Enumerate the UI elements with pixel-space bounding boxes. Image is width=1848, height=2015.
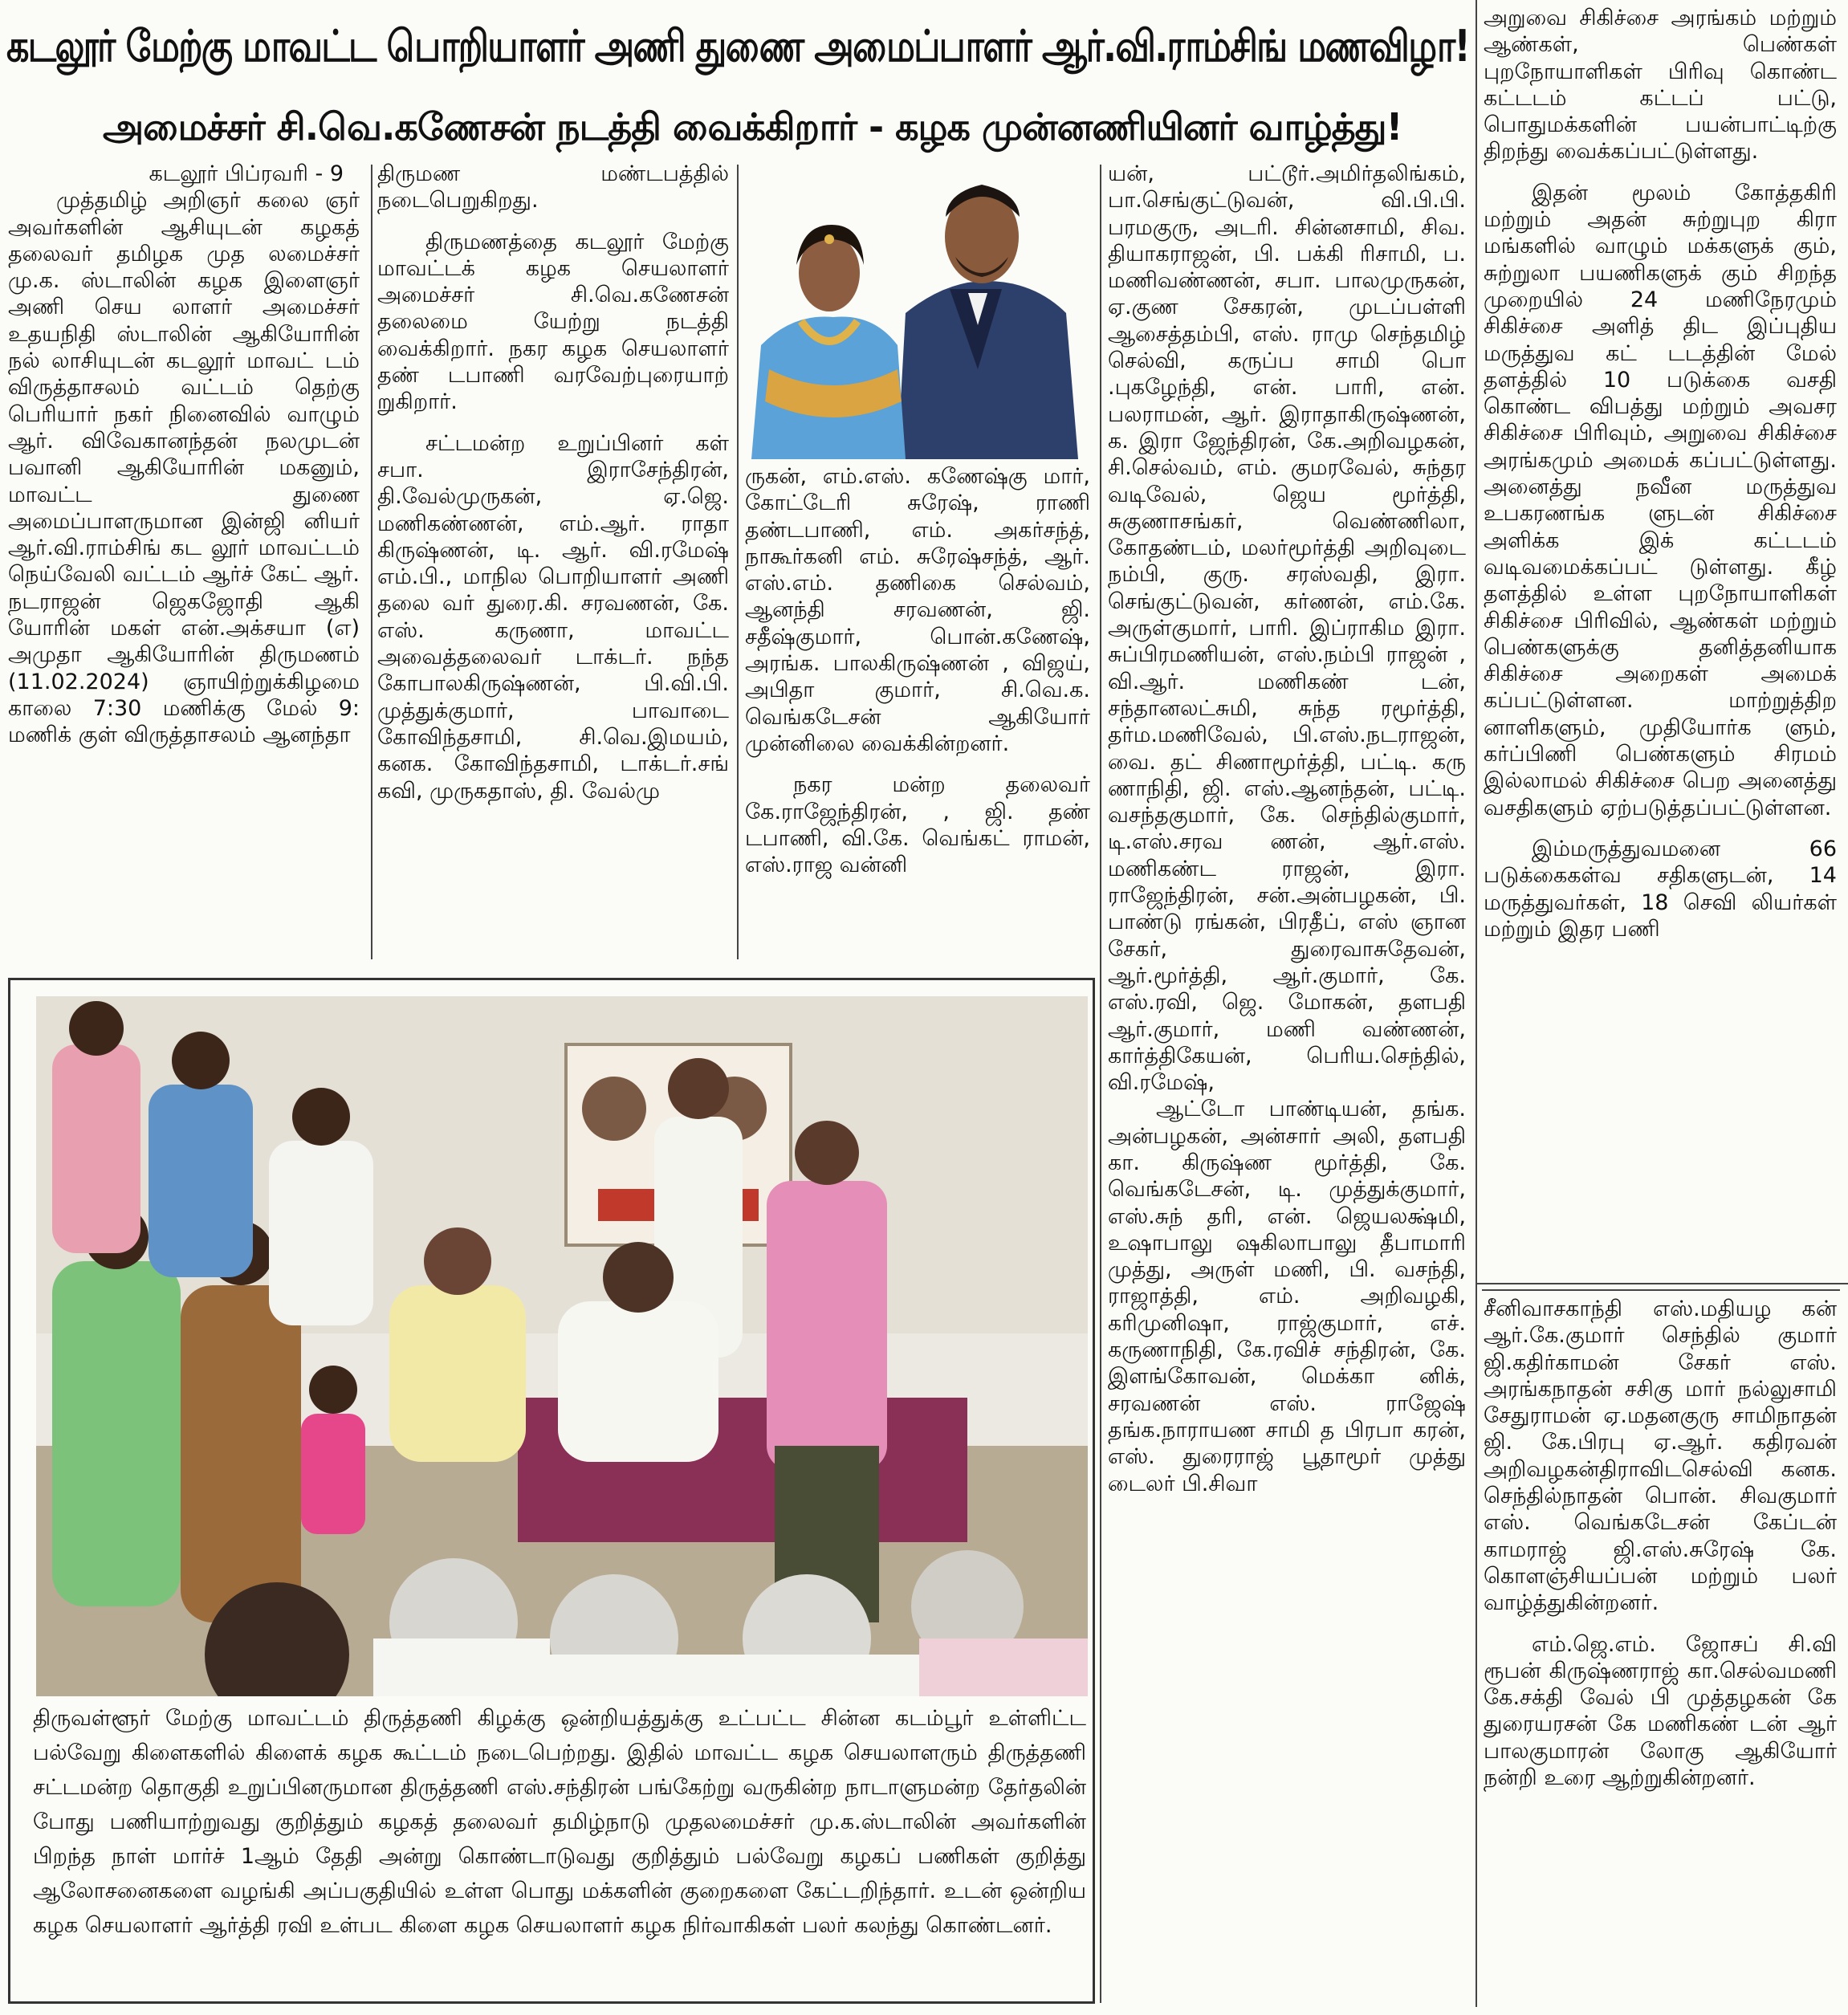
column-rule [371,165,372,959]
article-paragraph: திருமணத்தை கடலூர் மேற்கு மாவட்டக் கழக செயலாளர் அமைச்சர் சி.வெ.கணேசன் தலைமை யேற்று நடத்தி வைக்கிறார். நகர கழக செயலாளர் தண் டபாணி வரவேற்புரையாற் றுகிறார். [377,229,729,415]
article-paragraph: எம்.ஜெ.எம். ஜோசப் சி.வி ரூபன் கிருஷ்ணராஜ் கா.செல்வமணி கே.சக்தி வேல் பி முத்தழகன் கே துரையரசன் கே மணிகண் டன் ஆர் பாலகுமாரன் லோகு ஆகியோர் நன்றி உரை ஆற்றுகின்றனர். [1484,1631,1837,1791]
column-rule [737,165,739,959]
article-column-2 [377,161,729,963]
meeting-photo-image [36,996,1088,1696]
article-paragraph: திருமண மண்டபத்தில் நடைபெறுகிறது. [377,161,729,214]
article-paragraph: யன், பட்டூர்.அமிர்தலிங்கம், பா.செங்குட்டுவன், வி.பி.பி. பரமகுரு, அடரி. சின்னசாமி, சிவ. தியாகராஜன், பி. பக்கி ரிசாமி, ப. மணிவண்ணன், சபா. பாலமுருகன், ஏ.குண சேகரன், முடப்பள்ளி ஆசைத்தம்பி, எஸ். ராமு செந்தமிழ் செல்வி, கருப்ப சாமி பொ .புகழேந்தி, என். பாரி, என். பலராமன், ஆர். இராதாகிருஷ்ணன், க. இரா ஜேந்திரன், கே.அறிவழகன், சி.செல்வம், எம். குமரவேல், சுந்தர வடிவேல், ஜெய மூர்த்தி, சுகுணாசங்கர், வெண்ணிலா, கோதண்டம், மலர்மூர்த்தி அறிவுடை நம்பி, குரு. சரஸ்வதி, இரா. செங்குட்டுவன், கர்ணன், எம்.கே. அருள்குமார், பாரி. இப்ராகிம இரா. சுப்பிரமணியன், எஸ்.நம்பி ராஜன் , வி.ஆர். மணிகண் டன், சந்தானலட்சுமி, சுந்த ரமூர்த்தி, தர்ம.மணிவேல், பி.எஸ்.நடராஜன், வை. தட் சிணாமூர்த்தி, பட்டி. கரு ணாநிதி, ஜி. எஸ்.ஆனந்தன், பட்டி. வசந்தகுமார், கே. செந்தில்குமார், டி.எஸ்.சரவ ணன், ஆர்.எஸ். மணிகண்ட ராஜன், இரா. ராஜேந்திரன், சன்.அன்பழகன், பி. பாண்டு ரங்கன், பிரதீப், எஸ் ஞான சேகர், துரைவாசுதேவன், ஆர்.மூர்த்தி, ஆர்.குமார், கே. எஸ்.ரவி, ஜெ. மோகன், தளபதி ஆர்.குமார், மணி வண்ணன், கார்த்திகேயன், பெரிய.செந்தில், வி.ரமேஷ், [1108,161,1466,1096]
headline: கடலூர் மேற்கு மாவட்ட பொறியாளர் அணி துணை அமைப்பாளர் ஆர்.வி.ராம்சிங் மணவிழா! [6,21,1470,71]
article-paragraph: ஆட்டோ பாண்டியன், தங்க. அன்பழகன், அன்சார் அலி, தளபதி கா. கிருஷ்ண மூர்த்தி, கே. வெங்கடேசன், டி. முத்துக்குமார், எஸ்.சுந் தரி, என். ஜெயலக்ஷ்மி, உஷாபாலு ஷகிலாபாலு தீபாமாரி முத்து, அருள் மணி, பி. வசந்தி, ராஜாத்தி, எம். அறிவழகி, கரிமுனிஷா, ராஜ்குமார், எச். கருணாநிதி, கே.ரவிச் சந்திரன், கே. இளங்கோவன், மெக்கா னிக், சரவணன் எஸ். ராஜேஷ் தங்க.நாராயண சாமி த பிரபா கரன், எஸ். துரைராஜ் பூதாமூர் முத்து டைலர் பி.சிவா [1108,1097,1466,1496]
meeting-photo [8,978,1095,2004]
article-column-4 [1108,161,1466,2009]
article-column-1 [8,161,360,963]
article-paragraph: இம்மருத்துவமனை 66 படுக்கைகள்வ சதிகளுடன், 14 மருத்துவர்கள், 18 செவி லியர்கள் மற்றும் இதர பணி [1484,836,1837,942]
meeting-scene-illustration [36,996,1088,1696]
article-paragraph: சட்டமன்ற உறுப்பினர் கள் சபா. இராசேந்திரன், தி.வேல்முருகன், ஏ.ஜெ. மணிகண்ணன், எம்.ஆர். ராதா கிருஷ்ணன், டி. ஆர். வி.ரமேஷ் எம்.பி., மாநில பொறியாளர் அணி தலை வர் துரை.கி. சரவணன், கே. எஸ். கருணா, மாவட்ட அவைத்தலைவர் டாக்டர். நந்த கோபாலகிருஷ்ணன், பி.வி.பி. முத்துக்குமார், பாவாடை கோவிந்தசாமி, சி.வெ.இமயம், கனக. கோவிந்தசாமி, டாக்டர்.சங் கவி, முருகதாஸ், தி. வேல்மு [377,430,729,804]
article-paragraph: நகர மன்ற தலைவர் கே.ராஜேந்திரன், , ஜி. தண் டபாணி, வி.கே. வெங்கட் ராமன், எஸ்.ராஜ வன்னி [745,772,1090,878]
article-paragraph: இதன் மூலம் கோத்தகிரி மற்றும் அதன் சுற்றுபுற கிரா மங்களில் வாழும் மக்களுக் கும், சுற்றுலா பயணிகளுக் கும் சிறந்த முறையில் 24 மணிநேரமும் சிகிச்சை அளித் திட இப்புதிய மருத்துவ கட் டடத்தின் மேல் தளத்தில் 10 படுக்கை வசதி கொண்ட விபத்து மற்றும் அவசர சிகிச்சை பிரிவும், அறுவை சிகிச்சை அரங்கமும் அமைக் கப்பட்டுள்ளது. அனைத்து நவீன மருத்துவ உபகரணங்க ளுடன் சிகிச்சை அளிக்க இக் கட்டடம் வடிவமைக்கப்பட் டுள்ளது. கீழ் தளத்தில் உள்ள புறநோயாளிகள் சிகிச்சை பிரிவில், ஆண்கள் மற்றும் பெண்களுக்கு தனித்தனியாக சிகிச்சை அறைகள் அமைக் கப்பட்டுள்ளன. மாற்றுத்திற னாளிகளும், முதியோர்க ளும், கர்ப்பிணி பெண்களும் சிரமம் இல்லாமல் சிகிச்சை பெற அனைத்து வசதிகளும் ஏற்படுத்தப்பட்டுள்ளன. [1484,180,1837,820]
article-column-3 [745,463,1090,961]
caption-text: திருவள்ளூர் மேற்கு மாவட்டம் திருத்தணி கிழக்கு ஒன்றியத்துக்கு உட்பட்ட சின்ன கடம்பூர் உள்ளிட்ட பல்வேறு கிளைகளில் கிளைக் கழக கூட்டம் நடைபெற்றது. இதில் மாவட்ட கழக செயலாளரும் திருத்தணி சட்டமன்ற தொகுதி உறுப்பினருமான திருத்தணி எஸ்.சந்திரன் பங்கேற்று வருகின்ற நாடாளுமன்ற தேர்தலின் போது பணியாற்றுவது குறித்தும் கழகத் தலைவர் தமிழ்நாடு முதலமைச்சர் மு.க.ஸ்டாலின் அவர்களின் பிறந்த நாள் மார்ச் 1ஆம் தேதி அன்று கொண்டாடுவது குறித்தும் பல்வேறு கழகப் பணிகள் குறித்து ஆலோசனைகளை வழங்கி அப்பகுதியில் உள்ள பொது மக்களின் குறைகளை கேட்டறிந்தார். உடன் ஒன்றிய கழக செயலாளர் ஆர்த்தி ரவி உள்பட கிளை கழக செயலாளர் கழக நிர்வாகிகள் பலர் கலந்து கொண்டனர். [33,1706,1086,1938]
article-column-6 [1484,1296,1837,2010]
meeting-photo-caption [33,1701,1086,1998]
wedding-couple-illustration [745,161,1095,459]
article-paragraph: ருகன், எம்.எஸ். கணேஷ்கு மார், கோட்டேரி சுரேஷ், ராணி தண்டபாணி, எம். அகர்சந்த், நாகூர்கனி எம். சுரேஷ்சந்த், ஆர். எஸ்.எம். தணிகை செல்வம், ஆனந்தி சரவணன், ஜி. சதீஷ்குமார், பொன்.கணேஷ், அரங்க. பாலகிருஷ்ணன் , விஜய், அபிதா குமார், சி.வெ.க. வெங்கடேசன் ஆகியோர் முன்னிலை வைக்கின்றனர். [745,464,1090,756]
article-column-5 [1484,5,1837,1280]
dateline: கடலூர் பிப்ரவரி - 9 [149,161,344,186]
section-rule [1482,1289,1840,1291]
article-paragraph: சீனிவாசகாந்தி எஸ்.மதியழ கன் ஆர்.கே.குமார் செந்தில் குமார் ஜி.கதிர்காமன் சேகர் எஸ். அரங்கநாதன் சசிகு மார் நல்லுசாமி சேதுராமன் ஏ.மதனகுரு சாமிநாதன் ஜி. கே.பிரபு ஏ.ஆர். கதிரவன் அறிவழகன்திராவிடசெல்வி கனக. செந்தில்நாதன் பொன். சிவகுமார் எஸ். வெங்கடேசன் கேப்டன் காமராஜ் ஜி.எஸ்.சுரேஷ் கே. கொளஞ்சியப்பன் மற்றும் பலர் வாழ்த்துகின்றனர். [1484,1297,1837,1616]
article-paragraph: அறுவை சிகிச்சை அரங்கம் மற்றும் ஆண்கள், பெண்கள் புறநோயாளிகள் பிரிவு கொண்ட கட்டடம் கட்டப் பட்டு, பொதுமக்களின் பயன்பாட்டிற்கு திறந்து வைக்கப்பட்டுள்ளது. [1484,6,1837,165]
subheadline: அமைச்சர் சி.வெ.கணேசன் நடத்தி வைக்கிறார் - கழக முன்னணியினர் வாழ்த்து! [103,105,1402,149]
article-paragraph: முத்தமிழ் அறிஞர் கலை ஞர் அவர்களின் ஆசியுடன் கழகத் தலைவர் தமிழக முத லமைச்சர் மு.க. ஸ்டாலின் கழக இளைஞர் அணி செய லாளர் அமைச்சர் உதயநிதி ஸ்டாலின் ஆகியோரின் நல் லாசியுடன் கடலூர் மாவட் டம் விருத்தாசலம் வட்டம் தெற்கு பெரியார் நகர் நினைவில் வாழும் ஆர். விவேகானந்தன் நலமுடன் பவானி ஆகியோரின் மகனும், மாவட்ட துணை அமைப்பாளருமான இன்ஜி னியர் ஆர்.வி.ராம்சிங் கட லூர் மாவட்டம் நெய்வேலி வட்டம் ஆர்ச் கேட் ஆர். நடராஜன் ஜெகஜோதி ஆகி யோரின் மகள் என்.அக்சயா (எ) அமுதா ஆகியோரின் திருமணம் (11.02.2024) ஞாயிற்றுக்கிழமை காலை 7:30 மணிக்கு மேல் 9: மணிக் குள் விருத்தாசலம் ஆனந்தா [8,188,360,748]
wedding-couple-photo [745,161,1095,459]
section-rule [1476,1283,1848,1284]
column-rule [1100,165,1101,2003]
column-rule [1476,0,1477,2007]
